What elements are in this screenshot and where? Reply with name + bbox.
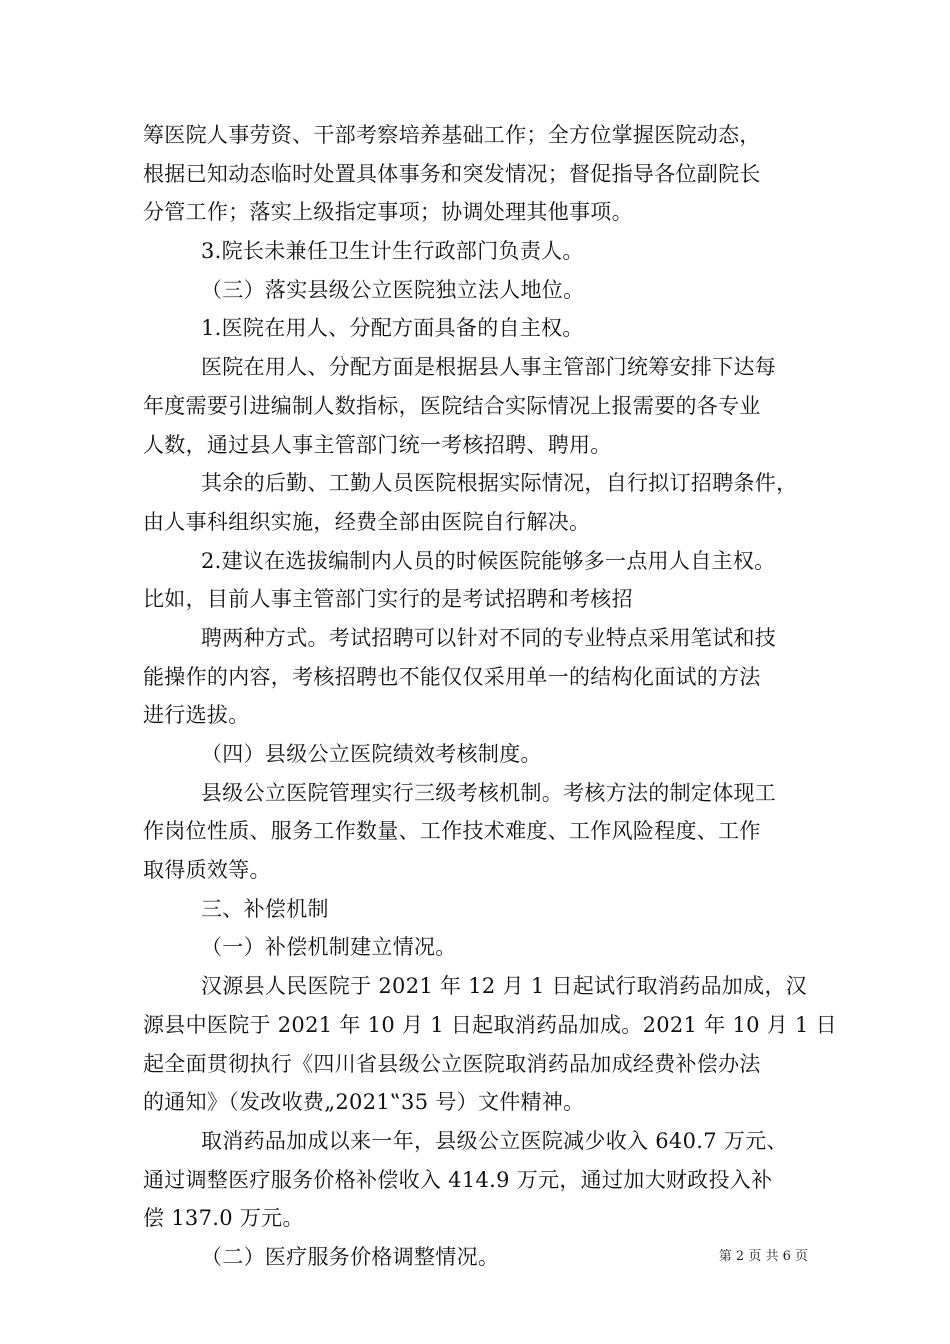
text-line: 源县中医院于 2021 年 10 月 1 日起取消药品加成。2021 年 10 月 1 日: [143, 1012, 837, 1037]
text-line: 通过调整医疗服务价格补偿收入 414.9 万元，通过加大财政投入补: [143, 1167, 773, 1192]
text-line: （四）县级公立医院绩效考核制度。: [201, 742, 542, 766]
text-line: 1.医院在用人、分配方面具备的自主权。: [201, 316, 584, 341]
text-line: 比如，目前人事主管部门实行的是考试招聘和考核招: [143, 587, 633, 612]
text-line: 的通知》（发改收费„2021‟35 号）文件精神。: [143, 1090, 585, 1115]
page-number-footer: 第 2 页 共 6 页: [718, 1249, 808, 1264]
text-line: 能操作的内容，考核招聘也不能仅仅采用单一的结构化面试的方法: [143, 664, 761, 689]
text-line: 分管工作；落实上级指定事项；协调处理其他事项。: [143, 200, 633, 225]
text-line: 取消药品加成以来一年，县级公立医院减少收入 640.7 万元、: [201, 1128, 788, 1153]
document-body: [143, 116, 837, 1277]
text-line: 其余的后勤、工勤人员医院根据实际情况，自行拟订招聘条件，: [201, 471, 798, 496]
text-line: （三）落实县级公立医院独立法人地位。: [201, 277, 585, 302]
text-line: 三、补偿机制: [201, 896, 329, 921]
text-line: 聘两种方式。考试招聘可以针对不同的专业特点采用笔试和技: [201, 625, 777, 650]
text-line: 进行选拔。: [143, 703, 250, 728]
text-line: 作岗位性质、服务工作数量、工作技术难度、工作风险程度、工作: [143, 819, 761, 844]
text-line: 偿 137.0 万元。: [143, 1206, 304, 1231]
text-line: （二）医疗服务价格调整情况。: [201, 1244, 500, 1269]
text-line: 由人事科组织实施，经费全部由医院自行解决。: [143, 509, 591, 534]
text-line: 筹医院人事劳资、干部考察培养基础工作；全方位掌握医院动态，: [143, 123, 761, 147]
text-line: 县级公立医院管理实行三级考核机制。考核方法的制定体现工: [201, 780, 777, 805]
text-line: 医院在用人、分配方面是根据县人事主管部门统筹安排下达每: [201, 355, 777, 380]
text-line: 起全面贯彻执行《四川省县级公立医院取消药品加成经费补偿办法: [143, 1051, 761, 1076]
text-line: 年度需要引进编制人数指标，医院结合实际情况上报需要的各专业: [143, 393, 761, 418]
text-line: 2.建议在选拔编制内人员的时候医院能够多一点用人自主权。: [201, 548, 776, 573]
text-line: 人数，通过县人事主管部门统一考核招聘、聘用。: [143, 432, 612, 457]
text-line: 取得质效等。: [143, 858, 271, 883]
text-line: 3.院长未兼任卫生计生行政部门负责人。: [201, 239, 584, 264]
text-line: （一）补偿机制建立情况。: [201, 935, 457, 960]
text-line: 根据已知动态临时处置具体事务和突发情况；督促指导各位副院长: [143, 161, 761, 186]
text-line: 汉源县人民医院于 2021 年 12 月 1 日起试行取消药品加成，汉: [201, 974, 808, 999]
